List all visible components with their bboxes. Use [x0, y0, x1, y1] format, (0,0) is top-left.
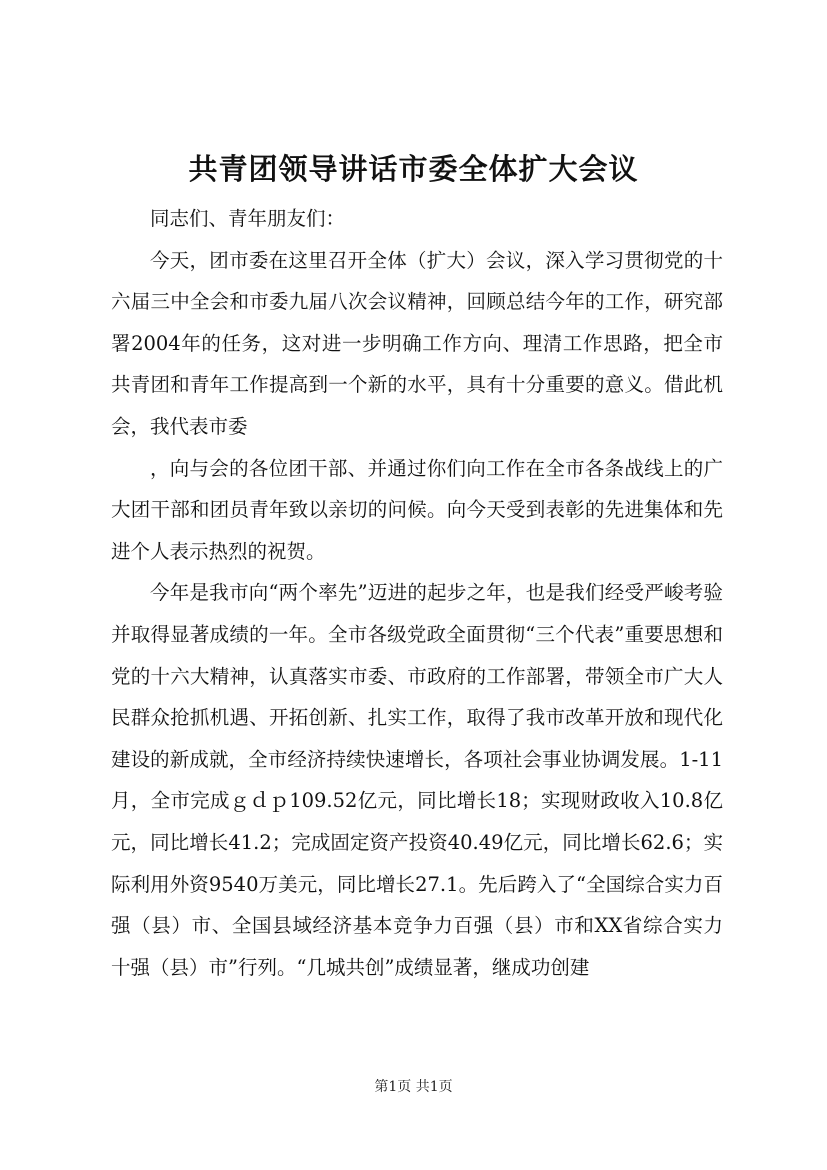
document-title: 共青团领导讲话市委全体扩大会议	[188, 152, 639, 186]
paragraph-achievements: 今年是我市向“两个率先”迈进的起步之年，也是我们经受严峻考验并取得显著成绩的一年。全市各级党政全面贯彻“三个代表”重要思想和党的十六大精神，认真落实市委、市政府的工作部署，带领全市广大人民群众抢抓机遇、开拓创新、扎实工作，取得了我市改革开放和现代化建设的新成就，全市经济持续快速增长，各项社会事业协调发展。1-11月，全市完成ｇｄｐ109.52亿元，同比增长18；实现财政收入10.8亿元，同比增长41.2；完成固定资产投资40.49亿元，同比增长62.6；实际利用外资9540万美元，同比增长27.1。先后跨入了“全国综合实力百强（县）市、全国县域经济基本竞争力百强（县）市和XX省综合实力十强（县）市”行列。“几城共创”成绩显著，继成功创建	[111, 581, 723, 979]
paragraph-greeting: 同志们、青年朋友们：	[150, 207, 346, 230]
page-number-footer: 第1页 共1页	[374, 1079, 453, 1095]
paragraph-opening: 今天，团市委在这里召开全体（扩大）会议，深入学习贯彻党的十六届三中全会和市委九届八次会议精神，回顾总结今年的工作，研究部署2004年的任务，这对进一步明确工作方向、理清工作思路，把全市共青团和青年工作提高到一个新的水平，具有十分重要的意义。借此机会，我代表市委	[111, 248, 723, 438]
paragraph-greetings: ，向与会的各位团干部、并通过你们向工作在全市各条战线上的广大团干部和团员青年致以亲切的问候。向今天受到表彰的先进集体和先进个人表示热烈的祝贺。	[111, 456, 723, 563]
document-body	[111, 198, 723, 988]
